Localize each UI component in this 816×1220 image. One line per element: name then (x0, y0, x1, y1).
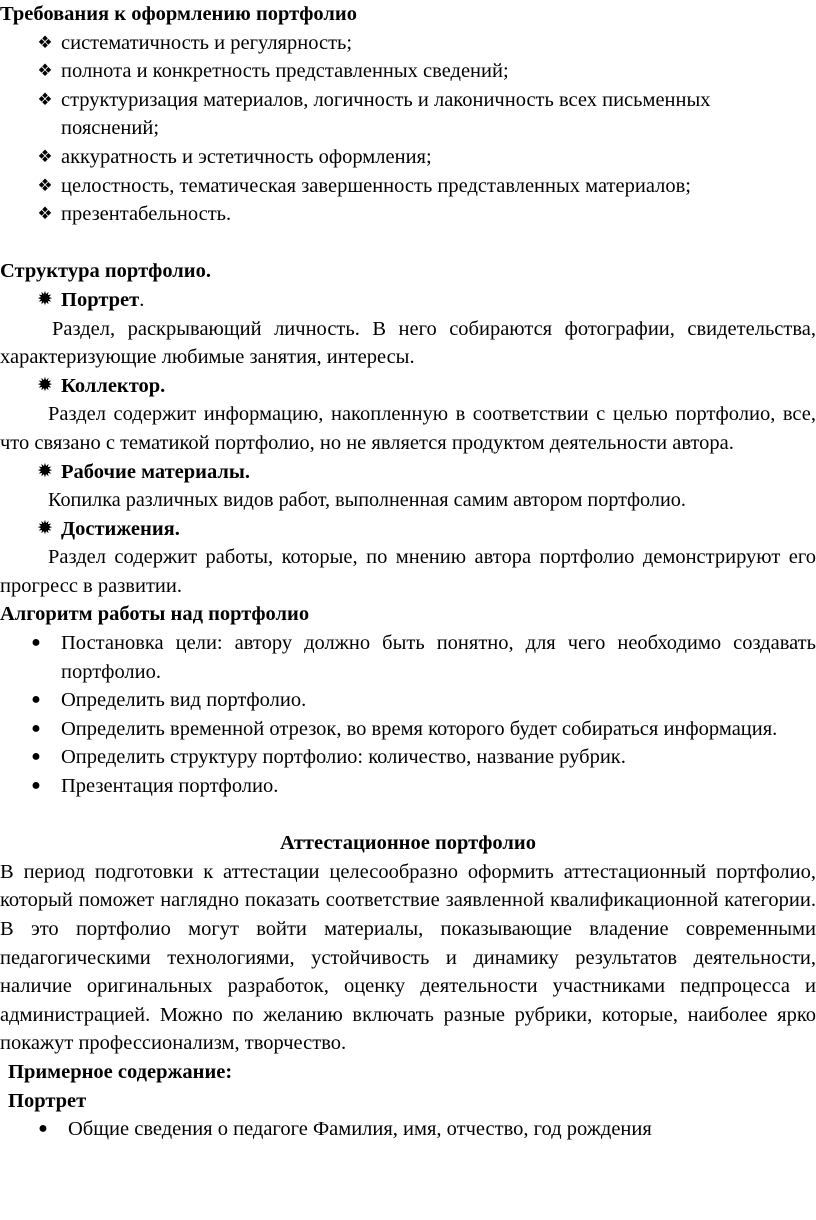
bullet-dot-icon: ● (31, 719, 41, 737)
portrait-list (0, 1115, 816, 1144)
list-item: ● Постановка цели: автору должно быть понятно, для чего необходимо создавать портфолио. (0, 629, 816, 686)
asterisk-bullet-icon: ✹ (37, 460, 53, 482)
diamond-bullet-icon: ❖ (37, 89, 53, 109)
attestation-heading: Аттестационное портфолио (280, 832, 536, 855)
bullet-dot-icon: ● (31, 691, 41, 709)
list-item: ● Определить вид портфолио. (0, 686, 816, 715)
list-item: ● Определить структуру портфолио: количество, название рубрик. (0, 743, 816, 772)
section-collector-text: Раздел содержит информацию, накопленную в соответствии с целью портфолио, все, что связано с тематикой портфолио, но не является продуктом деятельности автора. (0, 403, 816, 454)
section-achievements-text: Раздел содержит работы, которые, по мнению автора портфолио демонстрируют его прогресс в развитии. (0, 546, 816, 597)
requirements-heading: Требования к оформлению портфолио (0, 3, 357, 25)
list-item: ❖ целостность, тематическая завершенность представленных материалов; (0, 172, 816, 201)
section-portrait-title: ✹ Портрет. (0, 286, 816, 315)
list-item: ❖ систематичность и регулярность; (0, 29, 816, 58)
attestation-text: В период подготовки к аттестации целесообразно оформить аттестационный портфолио, который поможет наглядно показать соответствие заявленной квалификационной категории. В это портфолио могут войти материалы, показывающие владение современными педагогическими технологиями, устойчивость и динамику результатов деятельности, наличие оригинальных разработок, оценку деятельности участниками педпроцесса и администрацией. Можно по желанию включать разные рубрики, которые, наиболее ярко покажут профессионализм, творчество. (0, 860, 816, 1055)
list-item: ❖ структуризация материалов, логичность и лаконичность всех письменных пояснений; (0, 86, 816, 143)
bullet-dot-icon: ● (38, 1120, 48, 1138)
bullet-dot-icon: ● (31, 634, 41, 652)
structure-heading: Структура портфолио. (0, 260, 211, 283)
section-collector-title: ✹ Коллектор. (0, 372, 816, 401)
sample-content-heading: Примерное содержание: (8, 1060, 233, 1083)
diamond-bullet-icon: ❖ (37, 32, 53, 52)
diamond-bullet-icon: ❖ (37, 204, 53, 224)
list-item: ● Общие сведения о педагоге Фамилия, имя, отчество, год рождения (0, 1115, 816, 1144)
list-item: ❖ полнота и конкретность представленных сведений; (0, 57, 816, 86)
section-portrait-text: Раздел, раскрывающий личность. В него собираются фотографии, свидетельства, характеризующие любимые занятия, интересы. (0, 317, 816, 369)
asterisk-bullet-icon: ✹ (37, 374, 53, 396)
asterisk-bullet-icon: ✹ (37, 288, 53, 310)
list-item: ● Презентация портфолио. (0, 772, 816, 801)
algorithm-heading: Алгоритм работы над портфолио (0, 603, 310, 626)
algorithm-list (0, 629, 816, 801)
requirements-list (0, 29, 816, 229)
asterisk-bullet-icon: ✹ (37, 517, 53, 539)
list-item: ❖ аккуратность и эстетичность оформления; (0, 143, 816, 172)
diamond-bullet-icon: ❖ (37, 61, 53, 81)
section-achievements-title: ✹ Достижения. (0, 515, 816, 544)
list-item: ● Определить временной отрезок, во время которого будет собираться информация. (0, 715, 816, 744)
bullet-dot-icon: ● (31, 748, 41, 766)
section-works-title: ✹ Рабочие материалы. (0, 458, 816, 487)
diamond-bullet-icon: ❖ (37, 175, 53, 195)
portrait-heading: Портрет (8, 1089, 87, 1112)
bullet-dot-icon: ● (31, 777, 41, 795)
list-item: ❖ презентабельность. (0, 200, 816, 229)
diamond-bullet-icon: ❖ (37, 146, 53, 166)
section-works-text: Копилка различных видов работ, выполненная самим автором портфолио. (48, 489, 686, 512)
